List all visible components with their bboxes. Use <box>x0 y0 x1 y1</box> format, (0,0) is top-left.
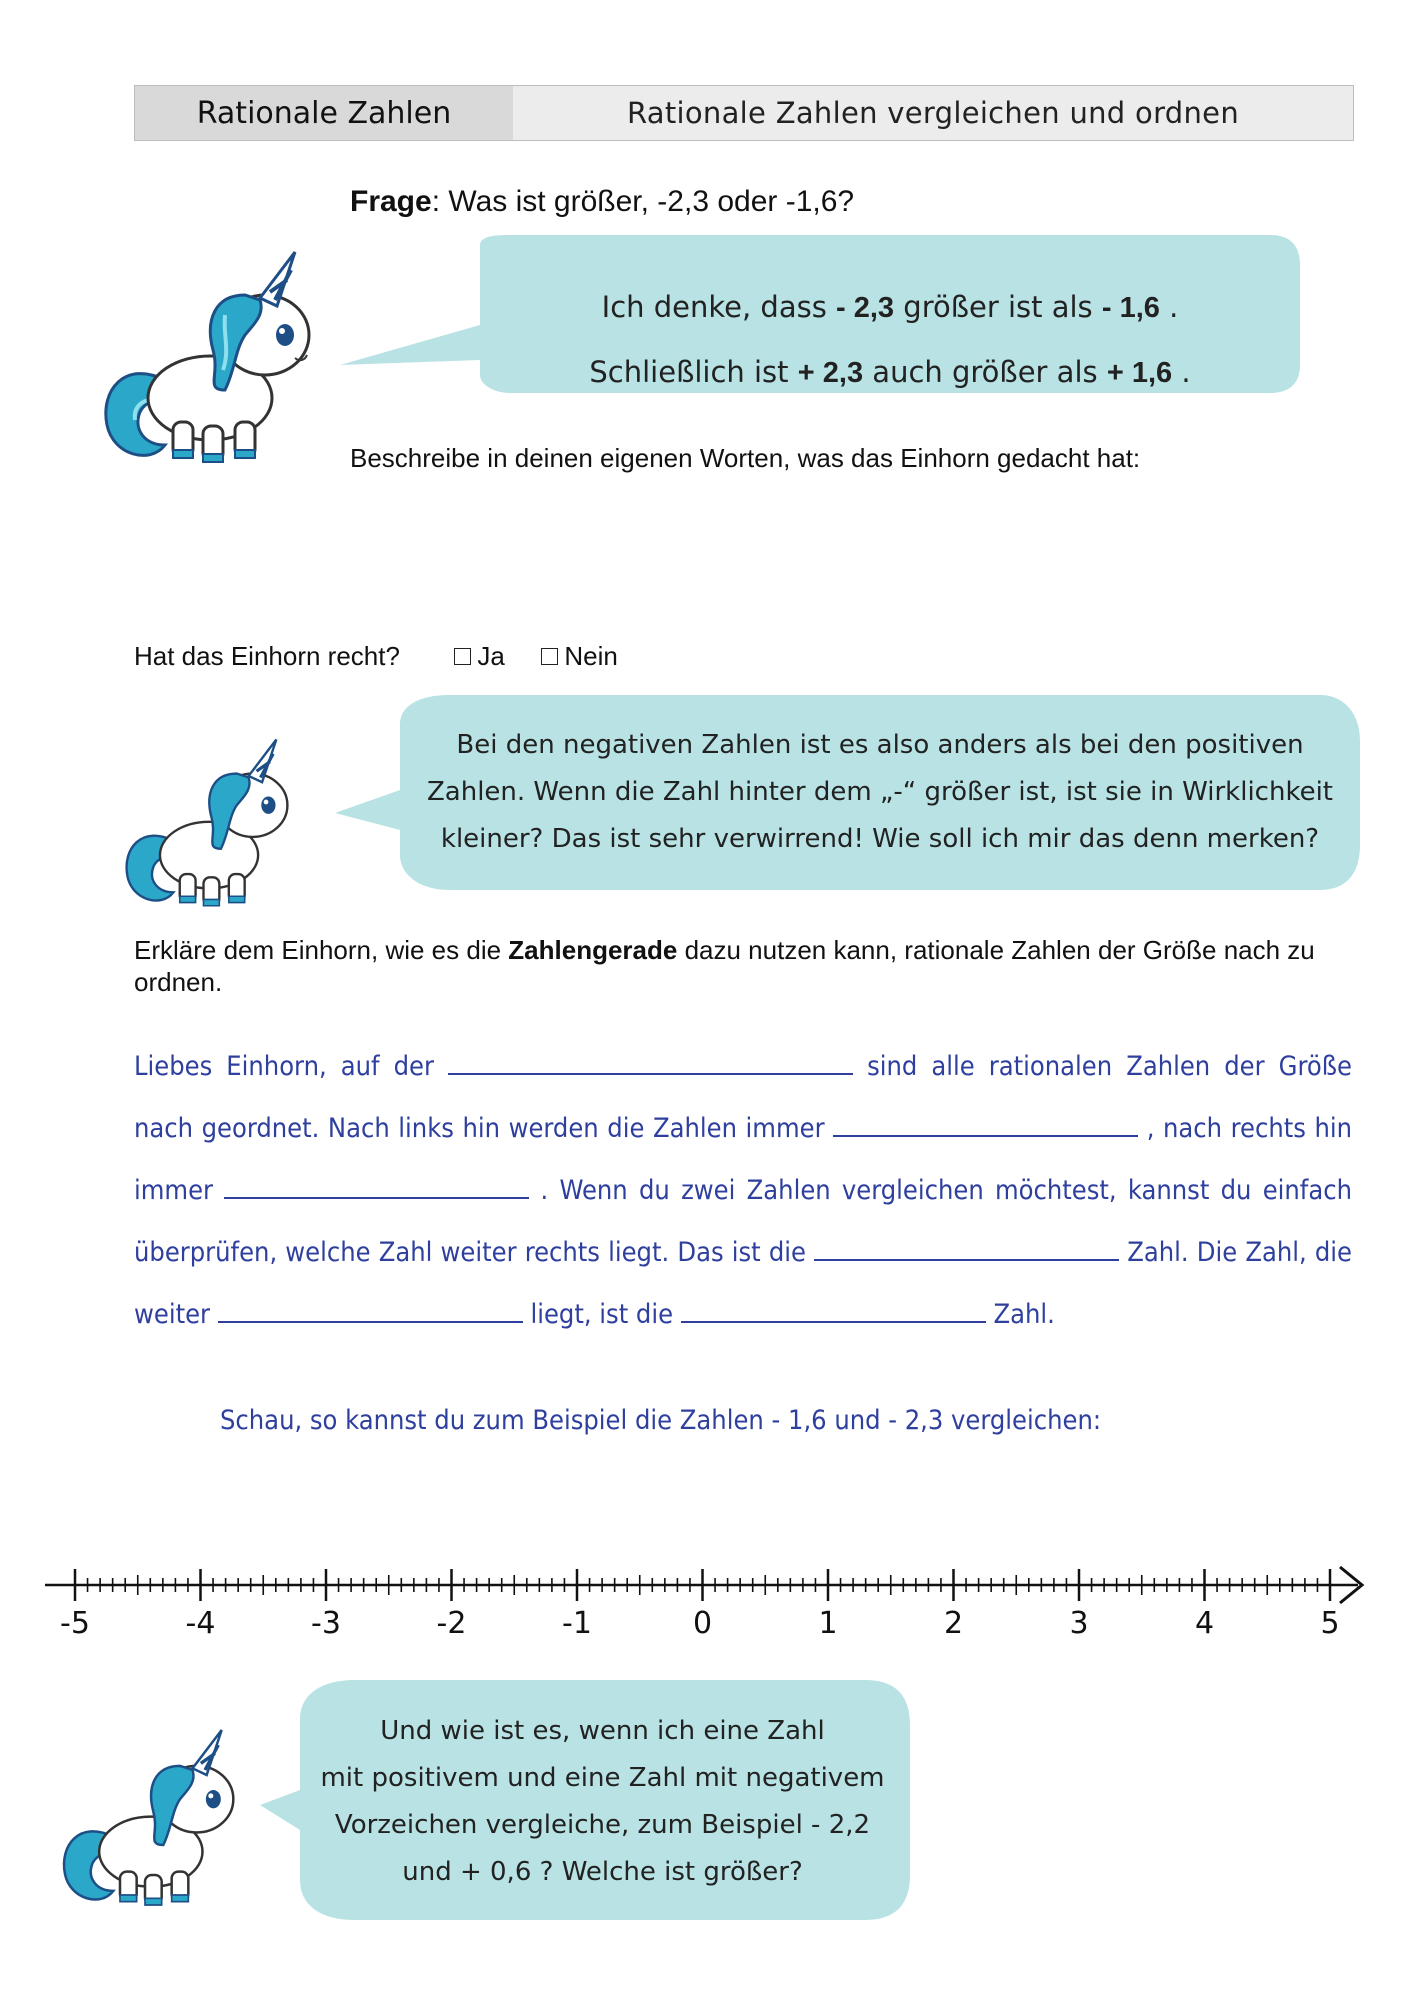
bubble1-line1: Ich denke, dass - 2,3 größer ist als - 1,6 . <box>601 290 1179 324</box>
checkbox-nein[interactable]: Nein <box>541 641 617 671</box>
tick-label: 4 <box>1194 1606 1215 1641</box>
tick-label: 3 <box>1069 1606 1089 1641</box>
blank-5[interactable] <box>218 1297 523 1323</box>
describe-prompt: Beschreibe in deinen eigenen Worten, was das Einhorn gedacht hat: <box>350 443 1141 473</box>
blank-4[interactable] <box>814 1235 1119 1261</box>
blank-6[interactable] <box>681 1297 986 1323</box>
correct-question <box>134 640 618 672</box>
tick-label: 1 <box>818 1606 838 1641</box>
bubble3-text <box>300 1708 905 1896</box>
tick-label: 5 <box>1320 1606 1340 1641</box>
blank-1[interactable] <box>448 1049 853 1075</box>
bubble3-line2: mit positivem und eine Zahl mit negativem <box>320 1763 885 1793</box>
tick-label: -3 <box>311 1606 341 1641</box>
question-label: Frage <box>350 185 432 218</box>
blank-2[interactable] <box>833 1111 1138 1137</box>
worksheet-header <box>134 85 1354 141</box>
tick-label: -2 <box>436 1606 467 1641</box>
bubble3-line1: Und wie ist es, wenn ich eine Zahl <box>380 1716 825 1746</box>
bubble2-line2: Zahlen. Wenn die Zahl hinter dem „-“ größer ist, ist sie in Wirklichkeit <box>426 777 1333 807</box>
unicorn-icon <box>118 730 308 920</box>
tick-label: -5 <box>60 1606 90 1641</box>
subtopic-title: Rationale Zahlen vergleichen und ordnen <box>513 86 1353 140</box>
bubble2-text <box>405 722 1355 863</box>
cloze-text: Liebes Einhorn, auf der sind alle rationalen Zahlen der Größe nach geordnet. Nach links hin werden die Zahlen immer , nach rechts hin immer . Wenn du zwei Zahlen vergleichen möchtest, kannst du einfach überprüfen, welche Zahl weiter rechts liegt. Das ist die Zahl. Die Zahl, die weiter liegt, ist die Zahl. <box>134 1051 1353 1330</box>
topic-title: Rationale Zahlen <box>135 86 513 140</box>
blank-3[interactable] <box>224 1173 529 1199</box>
bubble3-line3: Vorzeichen vergleiche, zum Beispiel - 2,2 <box>334 1810 871 1840</box>
tick-label: -1 <box>562 1606 592 1641</box>
tick-label: 2 <box>943 1606 964 1641</box>
checkbox-ja[interactable]: Ja <box>454 641 504 671</box>
unicorn-icon <box>95 240 335 480</box>
bubble1-text <box>480 275 1300 405</box>
question-text: : Was ist größer, -2,3 oder -1,6? <box>431 185 855 218</box>
question <box>350 185 854 219</box>
example-text: Schau, so kannst du zum Beispiel die Zahlen - 1,6 und - 2,3 vergleichen: <box>220 1405 1102 1436</box>
correct-question-text: Hat das Einhorn recht? <box>134 641 400 671</box>
explain-task: Erkläre dem Einhorn, wie es die Zahlengerade dazu nutzen kann, rationale Zahlen der Größe nach zu ordnen. <box>134 935 1315 997</box>
bubble3-line4: und + 0,6 ? Welche ist größer? <box>402 1857 803 1887</box>
bubble2-line3: kleiner? Das ist sehr verwirrend! Wie soll ich mir das denn merken? <box>440 824 1320 854</box>
bubble2-line1: Bei den negativen Zahlen ist es also anders als bei den positiven <box>456 730 1304 760</box>
bubble1-line2: Schließlich ist + 2,3 auch größer als + 1,6 . <box>589 355 1191 389</box>
tick-label: -4 <box>185 1606 216 1641</box>
answer-area-describe[interactable] <box>350 480 1350 600</box>
unicorn-icon <box>55 1720 255 1920</box>
number-line <box>40 1545 1380 1655</box>
tick-label: 0 <box>692 1606 713 1641</box>
